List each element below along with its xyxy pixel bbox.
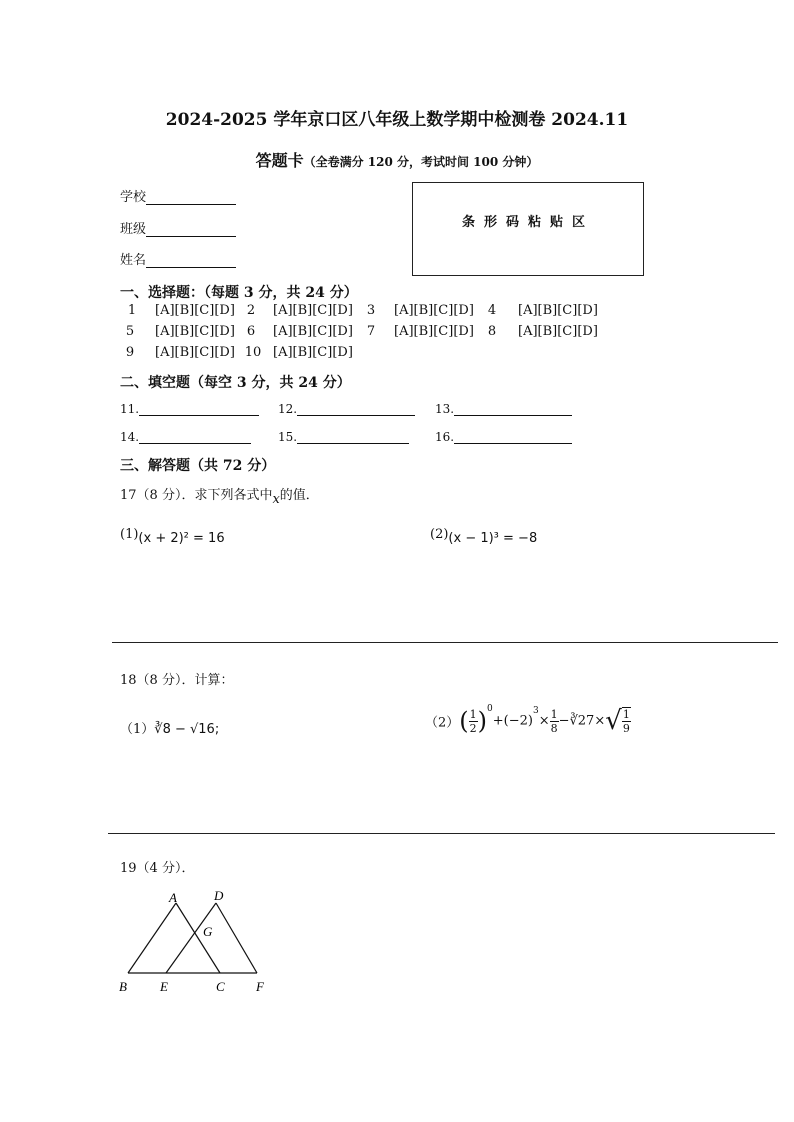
fraction-ninth bbox=[622, 707, 631, 735]
blank-line[interactable] bbox=[297, 431, 409, 444]
blank-14[interactable] bbox=[120, 430, 251, 444]
exponent-zero: 0 bbox=[487, 704, 493, 715]
name-line[interactable] bbox=[146, 253, 236, 268]
blank-13[interactable] bbox=[435, 402, 572, 416]
point-label-E: E bbox=[160, 979, 168, 994]
line-AB bbox=[128, 903, 176, 973]
choice-options-9[interactable]: [A][B][C][D] bbox=[155, 345, 235, 360]
section1-heading: 一、选择题：（每题 3 分，共 24 分） bbox=[120, 285, 358, 301]
choice-options-4[interactable]: [A][B][C][D] bbox=[518, 303, 598, 318]
blank-15[interactable] bbox=[278, 430, 409, 444]
blank-line[interactable] bbox=[297, 403, 415, 416]
frac-den: 2 bbox=[469, 721, 477, 735]
frac-num: 1 bbox=[469, 707, 477, 721]
choice-options-7[interactable]: [A][B][C][D] bbox=[394, 324, 474, 339]
blank-line[interactable] bbox=[139, 431, 251, 444]
q19-stem: 19（4 分）． bbox=[120, 861, 195, 876]
page-title: 2024-2025 学年京口区八年级上数学期中检测卷 2024.11 bbox=[165, 110, 629, 130]
name-label: 姓名 bbox=[120, 253, 147, 268]
triangle-diagram bbox=[110, 885, 280, 1000]
q17-part1 bbox=[120, 527, 225, 546]
q17-p2-expr: (x − 1)³ = −8 bbox=[448, 531, 538, 546]
point-label-D: D bbox=[214, 888, 224, 903]
class-field[interactable] bbox=[120, 218, 236, 237]
choice-number: 2 bbox=[246, 303, 256, 318]
school-label: 学校 bbox=[120, 190, 147, 205]
q18-p2-label: （2） bbox=[425, 715, 460, 731]
line-AC bbox=[176, 903, 220, 973]
point-label-C: C bbox=[216, 979, 225, 994]
frac-num: 1 bbox=[622, 708, 630, 721]
choice-options-3[interactable]: [A][B][C][D] bbox=[394, 303, 474, 318]
answer-divider-1 bbox=[112, 642, 778, 643]
blank-12[interactable] bbox=[278, 402, 415, 416]
blank-11[interactable] bbox=[120, 402, 259, 416]
class-label: 班级 bbox=[120, 222, 147, 237]
q18-p1-expr: ∛8 − √16; bbox=[154, 722, 220, 737]
choice-number: 10 bbox=[244, 345, 262, 360]
q17-stem-suffix: 的值． bbox=[279, 488, 319, 503]
blank-number: 16. bbox=[435, 430, 455, 444]
fraction-eighth bbox=[550, 708, 559, 735]
q17-stem-prefix: 17（8 分）．求下列各式中 bbox=[120, 488, 273, 503]
point-label-F: F bbox=[256, 979, 264, 994]
class-line[interactable] bbox=[146, 222, 236, 237]
name-field[interactable] bbox=[120, 249, 236, 268]
times-sign: × bbox=[538, 713, 550, 729]
choice-number: 9 bbox=[125, 345, 135, 360]
q17-stem bbox=[120, 484, 319, 507]
right-paren: ) bbox=[477, 707, 488, 735]
answer-card-title bbox=[0, 148, 794, 171]
point-label-B: B bbox=[119, 979, 127, 994]
blank-number: 15. bbox=[278, 430, 298, 444]
choice-number: 1 bbox=[127, 303, 137, 318]
cbrt-term: −∛27× bbox=[558, 713, 606, 729]
blank-16[interactable] bbox=[435, 430, 572, 444]
section2-heading: 二、填空题（每空 3 分，共 24 分） bbox=[120, 375, 351, 391]
blank-number: 13. bbox=[435, 402, 455, 416]
fraction-half bbox=[469, 708, 478, 735]
point-label-G: G bbox=[203, 924, 213, 939]
q17-p1-expr: (x + 2)² = 16 bbox=[138, 531, 225, 546]
section3-heading: 三、解答题（共 72 分） bbox=[120, 458, 276, 474]
choice-options-8[interactable]: [A][B][C][D] bbox=[518, 324, 598, 339]
choice-number: 5 bbox=[125, 324, 135, 339]
q17-variable: x bbox=[272, 492, 280, 507]
answer-divider-2 bbox=[108, 833, 775, 834]
q17-p2-label: (2) bbox=[430, 527, 449, 542]
answer-card-label: 答题卡 bbox=[255, 151, 304, 170]
q18-part1 bbox=[120, 718, 219, 737]
choice-options-2[interactable]: [A][B][C][D] bbox=[273, 303, 353, 318]
exponent-three: 3 bbox=[532, 706, 539, 717]
frac-den: 8 bbox=[550, 721, 558, 735]
blank-line[interactable] bbox=[454, 403, 572, 416]
frac-den: 9 bbox=[622, 722, 630, 735]
choice-number: 4 bbox=[487, 303, 497, 318]
choice-options-1[interactable]: [A][B][C][D] bbox=[155, 303, 235, 318]
choice-options-5[interactable]: [A][B][C][D] bbox=[155, 324, 235, 339]
point-label-A: A bbox=[169, 890, 177, 905]
left-paren: ( bbox=[459, 707, 469, 735]
choice-number: 6 bbox=[246, 324, 256, 339]
choice-number: 3 bbox=[366, 303, 376, 318]
frac-num: 1 bbox=[550, 707, 558, 721]
barcode-area bbox=[412, 182, 644, 276]
blank-number: 12. bbox=[278, 402, 298, 416]
choice-number: 8 bbox=[487, 324, 497, 339]
choice-number: 7 bbox=[366, 324, 376, 339]
choice-options-10[interactable]: [A][B][C][D] bbox=[273, 345, 353, 360]
q17-p1-label: (1) bbox=[120, 527, 139, 542]
choice-grid bbox=[0, 303, 794, 363]
q18-stem: 18（8 分）．计算： bbox=[120, 673, 234, 688]
q17-part2 bbox=[430, 527, 537, 546]
barcode-label: 条形码粘贴区 bbox=[461, 215, 594, 230]
school-line[interactable] bbox=[146, 190, 236, 205]
blank-number: 11. bbox=[120, 402, 140, 416]
line-DF bbox=[216, 903, 257, 973]
choice-options-6[interactable]: [A][B][C][D] bbox=[273, 324, 353, 339]
term-neg2: +(−2) bbox=[492, 713, 533, 729]
blank-line[interactable] bbox=[454, 431, 572, 444]
q18-p1-label: （1） bbox=[120, 722, 155, 737]
exam-info-note: （全卷满分 120 分，考试时间 100 分钟） bbox=[303, 155, 539, 169]
q18-part2 bbox=[425, 706, 631, 746]
school-field[interactable] bbox=[120, 186, 236, 205]
sqrt-sign: √ bbox=[605, 706, 622, 736]
blank-line[interactable] bbox=[139, 403, 259, 416]
blank-number: 14. bbox=[120, 430, 140, 444]
